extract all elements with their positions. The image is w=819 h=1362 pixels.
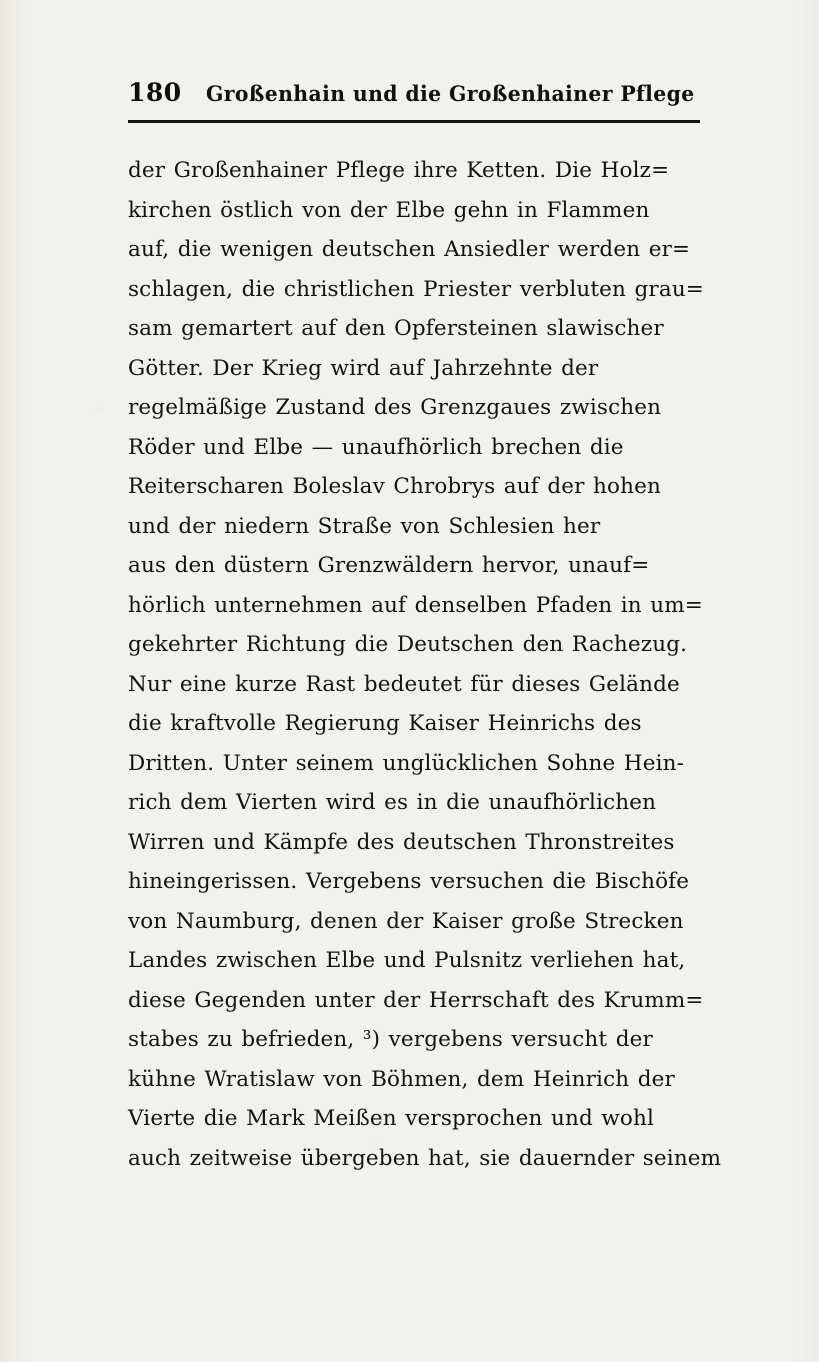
text-line: auf, die wenigen deutschen Ansiedler werden er= bbox=[128, 237, 691, 262]
text-line: Nur eine kurze Rast bedeutet für dieses Gelände bbox=[128, 671, 680, 697]
text-line: diese Gegenden unter der Herrschaft des Krumm= bbox=[128, 987, 704, 1013]
text-line: Wirren und Kämpfe des deutschen Thronstreites bbox=[128, 829, 675, 855]
text-line: sam gemartert auf den Opfersteinen slawischer bbox=[128, 316, 664, 341]
text-line: Röder und Elbe — unaufhörlich brechen die bbox=[128, 434, 624, 460]
running-head: Großenhain und die Großenhainer Pflege bbox=[205, 81, 695, 106]
text-line: Götter. Der Krieg wird auf Jahrzehnte der bbox=[128, 355, 599, 381]
text-line: der Großenhainer Pflege ihre Ketten. Die Holz= bbox=[128, 158, 670, 183]
text-line: die kraftvolle Regierung Kaiser Heinrichs des bbox=[128, 711, 642, 736]
page-number: 180 bbox=[128, 78, 182, 107]
page-edge-shadow-right bbox=[797, 0, 819, 1362]
text-line: rich dem Vierten wird es in die unaufhörlichen bbox=[128, 790, 657, 815]
text-line: und der niedern Straße von Schlesien her bbox=[128, 513, 601, 539]
body-text bbox=[128, 151, 722, 1178]
text-line: kirchen östlich von der Elbe gehn in Flammen bbox=[128, 197, 650, 223]
text-line: Landes zwischen Elbe und Pulsnitz verliehen hat, bbox=[128, 948, 686, 973]
text-line: aus den düstern Grenzwäldern hervor, unauf= bbox=[128, 553, 650, 578]
page-header bbox=[128, 78, 698, 107]
header-rule bbox=[128, 120, 700, 123]
text-line: Dritten. Unter seinem unglücklichen Sohne Hein- bbox=[128, 750, 685, 776]
text-line: auch zeitweise übergeben hat, sie dauernder seinem bbox=[128, 1145, 722, 1171]
text-line: kühne Wratislaw von Böhmen, dem Heinrich der bbox=[128, 1066, 675, 1092]
page-edge-shadow-left bbox=[0, 0, 26, 1362]
text-line: schlagen, die christlichen Priester verbluten grau= bbox=[128, 276, 704, 302]
text-line: regelmäßige Zustand des Grenzgaues zwischen bbox=[128, 395, 662, 420]
text-line: Vierte die Mark Meißen versprochen und wohl bbox=[128, 1106, 655, 1131]
text-line: von Naumburg, denen der Kaiser große Strecken bbox=[128, 908, 684, 934]
text-line: hineingerissen. Vergebens versuchen die Bischöfe bbox=[128, 869, 690, 894]
text-line: Reiterscharen Boleslav Chrobrys auf der hohen bbox=[128, 474, 661, 499]
text-line: gekehrter Richtung die Deutschen den Rachezug. bbox=[128, 632, 688, 657]
text-line-with-footnote: stabes zu befrieden, ³) vergebens versucht der bbox=[128, 1027, 653, 1052]
text-line: hörlich unternehmen auf denselben Pfaden in um= bbox=[128, 592, 703, 618]
page-content bbox=[128, 78, 722, 1178]
